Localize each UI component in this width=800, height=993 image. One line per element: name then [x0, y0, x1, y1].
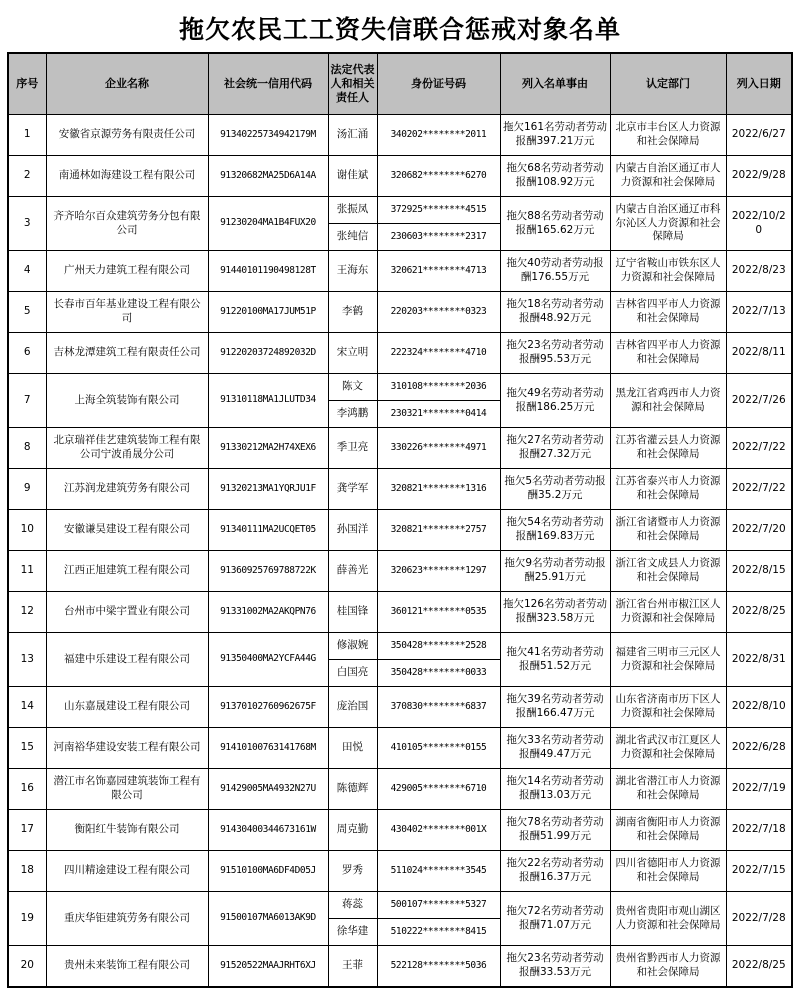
cell-reason: 拖欠126名劳动者劳动报酬323.58万元 [500, 592, 610, 633]
cell-company-name: 山东嘉晟建设工程有限公司 [46, 687, 208, 728]
cell-company-name: 四川精途建设工程有限公司 [46, 851, 208, 892]
cell-company-name: 安徽谦昊建设工程有限公司 [46, 510, 208, 551]
cell-reason: 拖欠68名劳动者劳动报酬108.92万元 [500, 156, 610, 197]
cell-authority: 内蒙古自治区通辽市人力资源和社会保障局 [610, 156, 726, 197]
cell-person-name: 徐华建 [328, 919, 377, 946]
cell-person-name: 季卫亮 [328, 428, 377, 469]
cell-serial-no: 20 [8, 946, 46, 987]
cell-serial-no: 18 [8, 851, 46, 892]
cell-id-number: 410105********0155 [377, 728, 500, 769]
table-row [8, 592, 792, 633]
cell-person-name: 周克勤 [328, 810, 377, 851]
cell-credit-code: 91320682MA25D6A14A [208, 156, 328, 197]
cell-date-listed: 2022/7/15 [726, 851, 792, 892]
cell-company-name: 北京瑞祥佳艺建筑装饰工程有限公司宁波甬晟分公司 [46, 428, 208, 469]
cell-company-name: 河南裕华建设安装工程有限公司 [46, 728, 208, 769]
cell-serial-no: 1 [8, 115, 46, 156]
cell-serial-no: 16 [8, 769, 46, 810]
cell-credit-code: 91360925769788722K [208, 551, 328, 592]
cell-reason: 拖欠14名劳动者劳动报酬13.03万元 [500, 769, 610, 810]
cell-reason: 拖欠40劳动者劳动报酬176.55万元 [500, 251, 610, 292]
cell-serial-no: 13 [8, 633, 46, 687]
cell-reason: 拖欠88名劳动者劳动报酬165.62万元 [500, 197, 610, 251]
cell-id-number: 320682********6270 [377, 156, 500, 197]
cell-serial-no: 17 [8, 810, 46, 851]
cell-authority: 浙江省文成县人力资源和社会保障局 [610, 551, 726, 592]
cell-reason: 拖欠9名劳动者劳动报酬25.91万元 [500, 551, 610, 592]
table-row [8, 810, 792, 851]
header-company-name: 企业名称 [46, 53, 208, 115]
cell-credit-code: 91410100763141768M [208, 728, 328, 769]
cell-serial-no: 2 [8, 156, 46, 197]
table-row [8, 115, 792, 156]
cell-reason: 拖欠23名劳动者劳动报酬33.53万元 [500, 946, 610, 987]
header-credit-code: 社会统一信用代码 [208, 53, 328, 115]
cell-company-name: 安徽省京源劳务有限责任公司 [46, 115, 208, 156]
table-row [8, 197, 792, 224]
cell-authority: 浙江省诸暨市人力资源和社会保障局 [610, 510, 726, 551]
cell-reason: 拖欠72名劳动者劳动报酬71.07万元 [500, 892, 610, 946]
cell-serial-no: 14 [8, 687, 46, 728]
cell-credit-code: 91331002MA2AKQPN76 [208, 592, 328, 633]
cell-date-listed: 2022/7/18 [726, 810, 792, 851]
cell-credit-code: 91220203724892032D [208, 333, 328, 374]
table-row [8, 428, 792, 469]
cell-id-number: 350428********0033 [377, 660, 500, 687]
cell-date-listed: 2022/7/22 [726, 428, 792, 469]
cell-id-number: 310108********2036 [377, 374, 500, 401]
cell-person-name: 陈文 [328, 374, 377, 401]
cell-reason: 拖欠22名劳动者劳动报酬16.37万元 [500, 851, 610, 892]
cell-authority: 江苏省灌云县人力资源和社会保障局 [610, 428, 726, 469]
cell-company-name: 上海全筑装饰有限公司 [46, 374, 208, 428]
header-id-number: 身份证号码 [377, 53, 500, 115]
cell-id-number: 360121********0535 [377, 592, 500, 633]
table-row [8, 892, 792, 919]
cell-credit-code: 91230204MA1B4FUX20 [208, 197, 328, 251]
cell-reason: 拖欠41名劳动者劳动报酬51.52万元 [500, 633, 610, 687]
cell-credit-code: 91350400MA2YCFA44G [208, 633, 328, 687]
cell-date-listed: 2022/8/25 [726, 592, 792, 633]
cell-company-name: 齐齐哈尔百众建筑劳务分包有限公司 [46, 197, 208, 251]
cell-person-name: 陈德辉 [328, 769, 377, 810]
cell-credit-code: 91510100MA6DF4D05J [208, 851, 328, 892]
table-row [8, 156, 792, 197]
cell-company-name: 长春市百年基业建设工程有限公司 [46, 292, 208, 333]
cell-id-number: 429005********6710 [377, 769, 500, 810]
cell-reason: 拖欠49名劳动者劳动报酬186.25万元 [500, 374, 610, 428]
cell-serial-no: 3 [8, 197, 46, 251]
cell-id-number: 330226********4971 [377, 428, 500, 469]
cell-date-listed: 2022/7/26 [726, 374, 792, 428]
cell-id-number: 510222********8415 [377, 919, 500, 946]
cell-id-number: 511024********3545 [377, 851, 500, 892]
cell-company-name: 江苏润龙建筑劳务有限公司 [46, 469, 208, 510]
cell-person-name: 庞治国 [328, 687, 377, 728]
cell-date-listed: 2022/6/28 [726, 728, 792, 769]
cell-authority: 湖南省衡阳市人力资源和社会保障局 [610, 810, 726, 851]
cell-company-name: 台州市中梁宇置业有限公司 [46, 592, 208, 633]
cell-person-name: 李鹤 [328, 292, 377, 333]
cell-id-number: 370830********6837 [377, 687, 500, 728]
cell-date-listed: 2022/7/20 [726, 510, 792, 551]
cell-serial-no: 6 [8, 333, 46, 374]
table-row [8, 551, 792, 592]
cell-company-name: 衡阳红牛装饰有限公司 [46, 810, 208, 851]
cell-person-name: 桂国锋 [328, 592, 377, 633]
cell-id-number: 320821********2757 [377, 510, 500, 551]
cell-id-number: 430402********001X [377, 810, 500, 851]
cell-date-listed: 2022/8/15 [726, 551, 792, 592]
cell-credit-code: 91340225734942179M [208, 115, 328, 156]
cell-serial-no: 7 [8, 374, 46, 428]
cell-credit-code: 91520522MAAJRHT6XJ [208, 946, 328, 987]
cell-company-name: 江西正旭建筑工程有限公司 [46, 551, 208, 592]
cell-authority: 内蒙古自治区通辽市科尔沁区人力资源和社会保障局 [610, 197, 726, 251]
cell-date-listed: 2022/7/22 [726, 469, 792, 510]
table-header-row [8, 53, 792, 115]
cell-authority: 吉林省四平市人力资源和社会保障局 [610, 333, 726, 374]
cell-date-listed: 2022/10/20 [726, 197, 792, 251]
cell-credit-code: 91310118MA1JLUTD34 [208, 374, 328, 428]
cell-reason: 拖欠18名劳动者劳动报酬48.92万元 [500, 292, 610, 333]
cell-date-listed: 2022/7/13 [726, 292, 792, 333]
cell-credit-code: 91330212MA2H74XEX6 [208, 428, 328, 469]
cell-serial-no: 11 [8, 551, 46, 592]
table-row [8, 687, 792, 728]
header-legal-rep: 法定代表人和相关责任人 [328, 53, 377, 115]
cell-person-name: 谢佳斌 [328, 156, 377, 197]
header-date-listed: 列入日期 [726, 53, 792, 115]
cell-id-number: 522128********5036 [377, 946, 500, 987]
cell-credit-code: 91429005MA4932N27U [208, 769, 328, 810]
cell-company-name: 潜江市名饰嘉园建筑装饰工程有限公司 [46, 769, 208, 810]
cell-id-number: 320821********1316 [377, 469, 500, 510]
arrears-roster-table [7, 52, 793, 988]
cell-reason: 拖欠23名劳动者劳动报酬95.53万元 [500, 333, 610, 374]
page-title: 拖欠农民工工资失信联合惩戒对象名单 [178, 15, 621, 44]
cell-person-name: 修淑婉 [328, 633, 377, 660]
cell-authority: 山东省济南市历下区人力资源和社会保障局 [610, 687, 726, 728]
cell-id-number: 230321********0414 [377, 401, 500, 428]
cell-person-name: 汤汇涌 [328, 115, 377, 156]
cell-company-name: 吉林龙潭建筑工程有限责任公司 [46, 333, 208, 374]
header-reason: 列入名单事由 [500, 53, 610, 115]
cell-id-number: 230603********2317 [377, 224, 500, 251]
cell-credit-code: 91500107MA6013AK9D [208, 892, 328, 946]
cell-company-name: 南通林如海建设工程有限公司 [46, 156, 208, 197]
cell-person-name: 龚学军 [328, 469, 377, 510]
cell-authority: 辽宁省鞍山市铁东区人力资源和社会保障局 [610, 251, 726, 292]
cell-reason: 拖欠161名劳动者劳动报酬397.21万元 [500, 115, 610, 156]
cell-serial-no: 8 [8, 428, 46, 469]
table-row [8, 292, 792, 333]
cell-date-listed: 2022/8/11 [726, 333, 792, 374]
cell-person-name: 田悦 [328, 728, 377, 769]
cell-authority: 江苏省泰兴市人力资源和社会保障局 [610, 469, 726, 510]
cell-credit-code: 91370102760962675F [208, 687, 328, 728]
header-serial-no: 序号 [8, 53, 46, 115]
cell-person-name: 王菲 [328, 946, 377, 987]
cell-serial-no: 10 [8, 510, 46, 551]
cell-authority: 北京市丰台区人力资源和社会保障局 [610, 115, 726, 156]
cell-credit-code: 91320213MA1YQRJU1F [208, 469, 328, 510]
cell-person-name: 张振凤 [328, 197, 377, 224]
cell-person-name: 张纯信 [328, 224, 377, 251]
cell-credit-code: 91430400344673161W [208, 810, 328, 851]
cell-serial-no: 15 [8, 728, 46, 769]
cell-date-listed: 2022/8/31 [726, 633, 792, 687]
table-row [8, 728, 792, 769]
cell-date-listed: 2022/8/23 [726, 251, 792, 292]
cell-id-number: 320621********4713 [377, 251, 500, 292]
table-row [8, 374, 792, 401]
cell-credit-code: 91220100MA17JUM51P [208, 292, 328, 333]
cell-authority: 贵州省黔西市人力资源和社会保障局 [610, 946, 726, 987]
cell-id-number: 500107********5327 [377, 892, 500, 919]
cell-credit-code: 91340111MA2UCQET05 [208, 510, 328, 551]
cell-authority: 浙江省台州市椒江区人力资源和社会保障局 [610, 592, 726, 633]
table-row [8, 946, 792, 987]
cell-id-number: 372925********4515 [377, 197, 500, 224]
cell-date-listed: 2022/9/28 [726, 156, 792, 197]
cell-person-name: 王海东 [328, 251, 377, 292]
cell-reason: 拖欠39名劳动者劳动报酬166.47万元 [500, 687, 610, 728]
cell-authority: 福建省三明市三元区人力资源和社会保障局 [610, 633, 726, 687]
cell-date-listed: 2022/7/28 [726, 892, 792, 946]
cell-date-listed: 2022/7/19 [726, 769, 792, 810]
cell-person-name: 李鸿鹏 [328, 401, 377, 428]
cell-reason: 拖欠33名劳动者劳动报酬49.47万元 [500, 728, 610, 769]
cell-date-listed: 2022/8/25 [726, 946, 792, 987]
cell-person-name: 薛善光 [328, 551, 377, 592]
cell-person-name: 罗秀 [328, 851, 377, 892]
cell-serial-no: 9 [8, 469, 46, 510]
cell-id-number: 350428********2528 [377, 633, 500, 660]
cell-authority: 四川省德阳市人力资源和社会保障局 [610, 851, 726, 892]
cell-id-number: 340202********2011 [377, 115, 500, 156]
cell-reason: 拖欠5名劳动者劳动报酬35.2万元 [500, 469, 610, 510]
cell-authority: 吉林省四平市人力资源和社会保障局 [610, 292, 726, 333]
table-row [8, 469, 792, 510]
table-row [8, 333, 792, 374]
cell-date-listed: 2022/8/10 [726, 687, 792, 728]
cell-authority: 黑龙江省鸡西市人力资源和社会保障局 [610, 374, 726, 428]
cell-serial-no: 19 [8, 892, 46, 946]
cell-reason: 拖欠78名劳动者劳动报酬51.99万元 [500, 810, 610, 851]
table-row [8, 851, 792, 892]
table-row [8, 510, 792, 551]
cell-reason: 拖欠27名劳动者劳动报酬27.32万元 [500, 428, 610, 469]
cell-reason: 拖欠54名劳动者劳动报酬169.83万元 [500, 510, 610, 551]
cell-authority: 湖北省武汉市江夏区人力资源和社会保障局 [610, 728, 726, 769]
cell-authority: 湖北省潜江市人力资源和社会保障局 [610, 769, 726, 810]
cell-credit-code: 91440101190498128T [208, 251, 328, 292]
cell-company-name: 重庆华钜建筑劳务有限公司 [46, 892, 208, 946]
cell-company-name: 福建中乐建设工程有限公司 [46, 633, 208, 687]
cell-serial-no: 4 [8, 251, 46, 292]
cell-id-number: 222324********4710 [377, 333, 500, 374]
cell-date-listed: 2022/6/27 [726, 115, 792, 156]
cell-serial-no: 5 [8, 292, 46, 333]
cell-id-number: 220203********0323 [377, 292, 500, 333]
table-row [8, 769, 792, 810]
cell-person-name: 白国亮 [328, 660, 377, 687]
cell-company-name: 贵州未来装饰工程有限公司 [46, 946, 208, 987]
cell-person-name: 孙国洋 [328, 510, 377, 551]
cell-authority: 贵州省贵阳市观山湖区人力资源和社会保障局 [610, 892, 726, 946]
cell-person-name: 蒋蕊 [328, 892, 377, 919]
cell-serial-no: 12 [8, 592, 46, 633]
cell-person-name: 宋立明 [328, 333, 377, 374]
cell-id-number: 320623********1297 [377, 551, 500, 592]
table-row [8, 251, 792, 292]
cell-company-name: 广州天力建筑工程有限公司 [46, 251, 208, 292]
header-authority: 认定部门 [610, 53, 726, 115]
table-row [8, 633, 792, 660]
